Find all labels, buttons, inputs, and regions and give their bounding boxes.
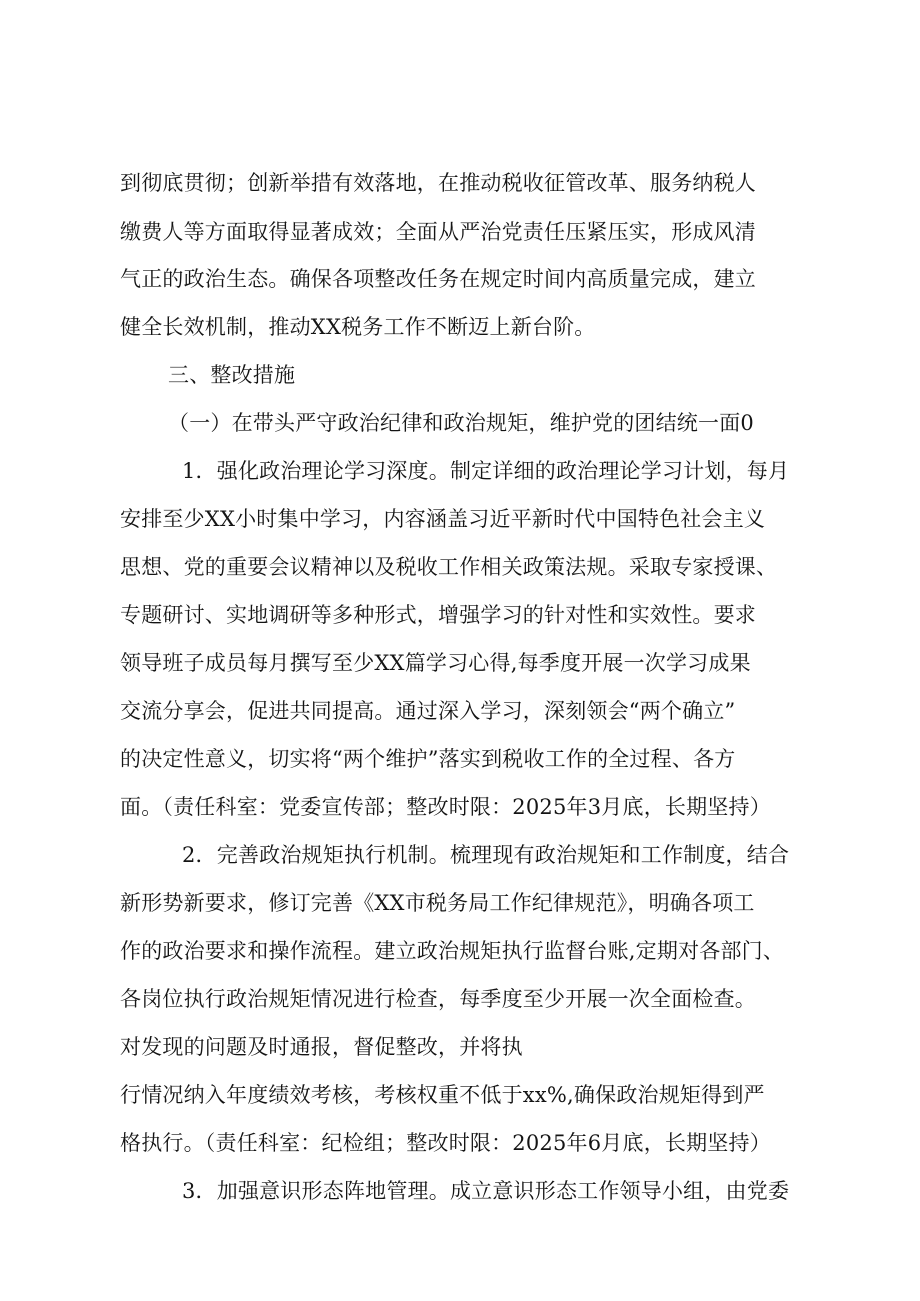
- paragraph-line: 专题研讨、实地调研等多种形式，增强学习的针对性和实效性。要求: [120, 603, 756, 627]
- paragraph-line: 气正的政治生态。确保各项整改任务在规定时间内高质量完成，建立: [120, 267, 756, 291]
- subsection-heading: （一）在带头严守政治纪律和政治规矩，维护党的团结统一面0: [168, 411, 754, 435]
- paragraph-line: 作的政治要求和操作流程。建立政治规矩执行监督台账,定期对各部门、: [120, 939, 785, 963]
- paragraph-line: 2．完善政治规矩执行机制。梳理现有政治规矩和工作制度，结合: [182, 843, 790, 867]
- paragraph-line: 到彻底贯彻；创新举措有效落地，在推动税收征管改革、服务纳税人: [120, 171, 756, 195]
- paragraph-line: 健全长效机制，推动XX税务工作不断迈上新台阶。: [120, 315, 596, 339]
- paragraph-line: 交流分享会，促进共同提高。通过深入学习，深刻领会“两个确立”: [120, 699, 736, 723]
- paragraph-line: 的决定性意义，切实将“两个维护”落实到税收工作的全过程、各方: [120, 747, 736, 771]
- paragraph-line: 领导班子成员每月撰写至少XX篇学习心得,每季度开展一次学习成果: [120, 651, 751, 675]
- paragraph-line: 新形势新要求，修订完善《XX市税务局工作纪律规范》，明确各项工: [120, 891, 755, 915]
- paragraph-line: 3．加强意识形态阵地管理。成立意识形态工作领导小组，由党委: [182, 1179, 790, 1203]
- paragraph-line: 行情况纳入年度绩效考核，考核权重不低于xx%,确保政治规矩得到严: [120, 1083, 765, 1107]
- paragraph-line: 对发现的问题及时通报，督促整改，并将执: [120, 1035, 523, 1059]
- paragraph-line: 各岗位执行政治规矩情况进行检查，每季度至少开展一次全面检查。: [120, 987, 756, 1011]
- paragraph-line: 思想、党的重要会议精神以及税收工作相关政策法规。采取专家授课、: [120, 555, 778, 579]
- paragraph-line: 格执行。（责任科室：纪检组；整改时限：2025年6月底，长期坚持）: [120, 1131, 771, 1155]
- paragraph-line: 1．强化政治理论学习深度。制定详细的政治理论学习计划，每月: [182, 459, 790, 483]
- section-heading: 三、整改措施: [168, 363, 296, 387]
- paragraph-line: 缴费人等方面取得显著成效；全面从严治党责任压紧压实，形成风清: [120, 220, 756, 244]
- paragraph-line: 面。（责任科室：党委宣传部；整改时限：2025年3月底，长期坚持）: [120, 795, 771, 819]
- paragraph-line: 安排至少XX小时集中学习，内容涵盖习近平新时代中国特色社会主义: [120, 507, 766, 531]
